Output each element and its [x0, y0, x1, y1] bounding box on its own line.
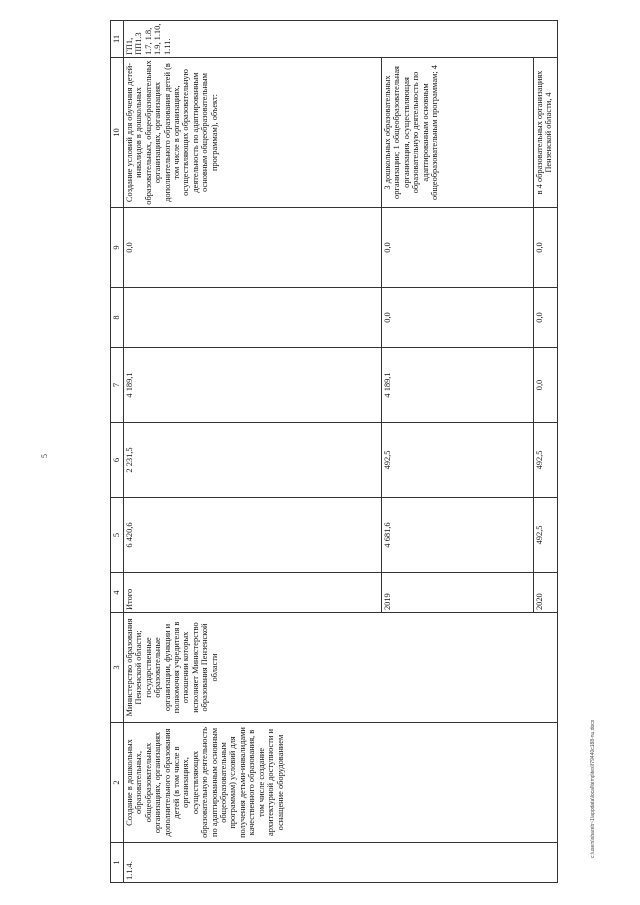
header-col-10: 10 — [111, 58, 124, 208]
header-col-7: 7 — [111, 348, 124, 423]
year-cell: Итого — [124, 573, 382, 613]
value-col-5: 492,5 — [534, 498, 558, 573]
header-col-4: 4 — [111, 573, 124, 613]
table-row-total — [124, 21, 382, 883]
value-col-8: 0,0 — [382, 288, 534, 348]
item-number: 1.1.4. — [124, 843, 558, 883]
header-col-11: 11 — [111, 21, 124, 58]
indicator-codes: ГП1, ПП1.3 1.7, 1.8, 1.9, 1.10, 1.11. — [124, 21, 558, 58]
header-col-9: 9 — [111, 208, 124, 288]
header-col-5: 5 — [111, 498, 124, 573]
responsible-executor: Министерство образования Пензенской области; государственные образовательные организации, функции и полномочия учредителя в отношении которых исполняет Министерство образования Пензенской области — [124, 613, 558, 723]
year-cell: 2020 — [534, 573, 558, 613]
value-col-8 — [124, 288, 382, 348]
value-col-6: 492,5 — [382, 423, 534, 498]
result-cell: 3 дошкольных образовательных организации; 1 общеобразовательная организация, осуществляющая образовательную деятельность по адаптированным основным общеобразовательным программам; 4 — [382, 58, 534, 208]
header-col-6: 6 — [111, 423, 124, 498]
result-cell: в 4 образовательных организациях Пензенской области, 4 — [534, 58, 558, 208]
value-col-9: 0,0 — [534, 208, 558, 288]
header-row — [111, 21, 124, 883]
value-col-7: 4 189,1 — [382, 348, 534, 423]
header-col-1: 1 — [111, 843, 124, 883]
page-number: 5 — [40, 454, 49, 458]
value-col-7: 4 189,1 — [124, 348, 382, 423]
value-col-5: 4 681,6 — [382, 498, 534, 573]
value-col-9: 0,0 — [382, 208, 534, 288]
result-cell: Создание условий для обучения детей-инвалидов в дошкольных образовательных, общеобразовательных организациях, организациях дополнительного образования детей (в том числе в организациях, осуществляющих образовательную деятельность по адаптированным основным общеобразовательным программам), объект: — [124, 58, 382, 208]
header-col-8: 8 — [111, 288, 124, 348]
activity-description: Создание в дошкольных образовательных, общеобразовательных организациях, организациях дополнительного образования детей (в том числе в организациях, осуществляющих образовательную деятельность по адаптированным основным общеобразовательным программам) условий для получения детьми-инвалидами качественного образования, в том числе создание архитектурной доступности и оснащение оборудованием — [124, 723, 558, 843]
value-col-5: 6 420,6 — [124, 498, 382, 573]
value-col-6: 492,5 — [534, 423, 558, 498]
file-path-footer: c:\users\shareb~1\appdata\local\temp\tes\f79440c188-nu.docx — [590, 719, 596, 858]
value-col-7: 0,0 — [534, 348, 558, 423]
header-col-3: 3 — [111, 613, 124, 723]
year-cell: 2019 — [382, 573, 534, 613]
value-col-9: 0,0 — [124, 208, 382, 288]
rotated-table-container — [110, 21, 558, 883]
header-col-2: 2 — [111, 723, 124, 843]
value-col-6: 2 231,5 — [124, 423, 382, 498]
value-col-8: 0,0 — [534, 288, 558, 348]
program-table — [110, 20, 558, 883]
